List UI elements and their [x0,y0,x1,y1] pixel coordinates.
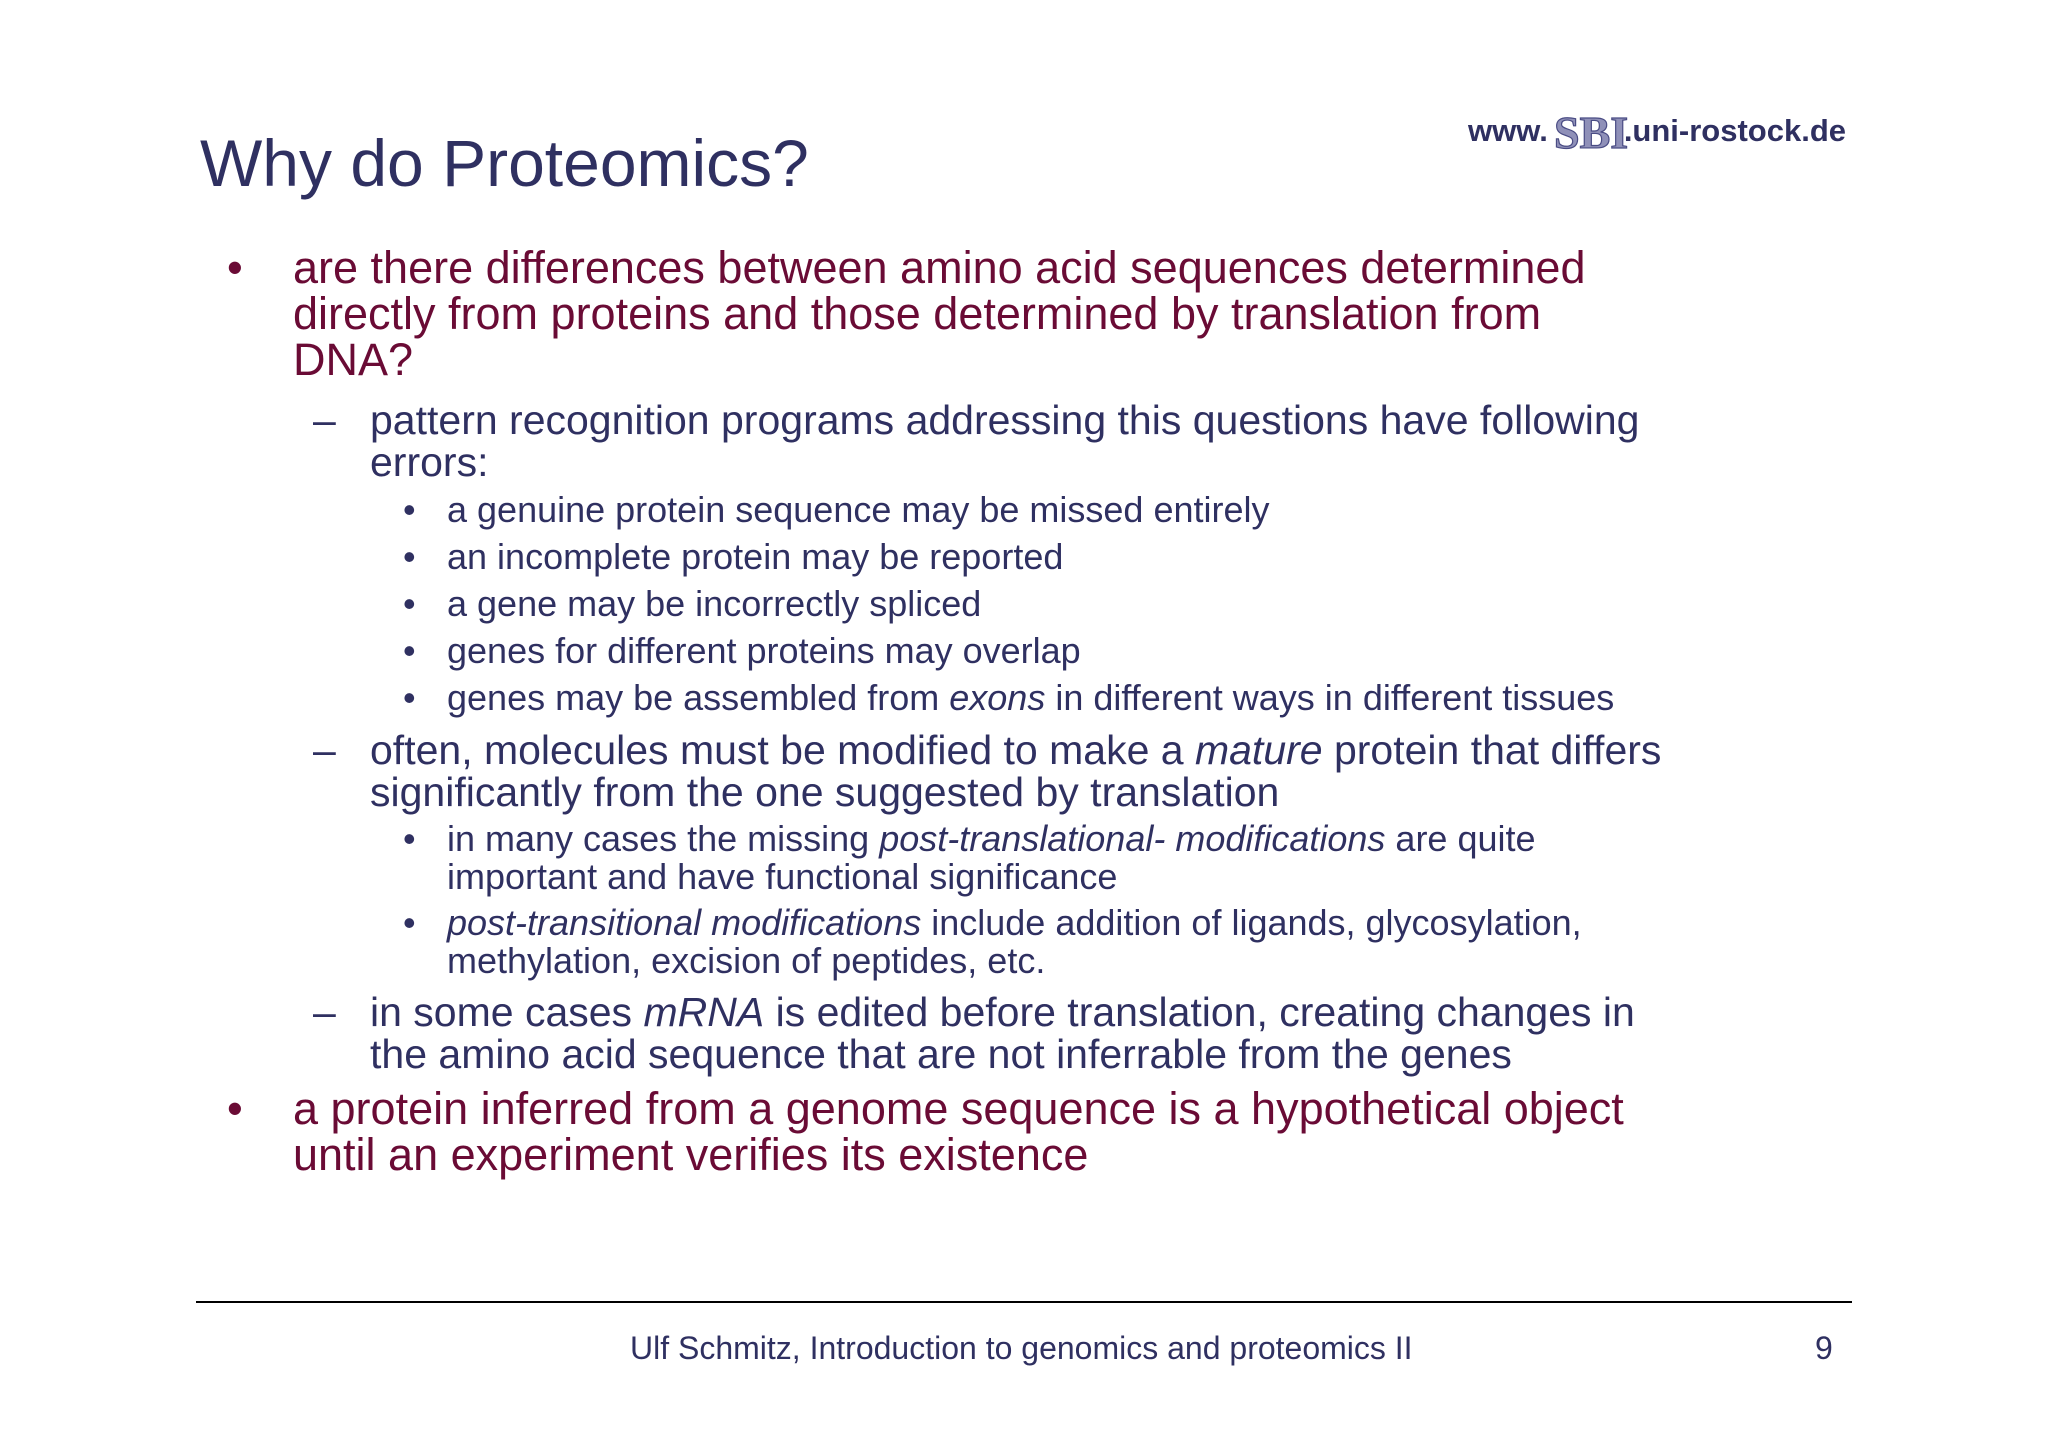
bullet-marker: • [403,630,416,671]
bullet-text: directly from proteins and those determined by translation from [293,288,1542,339]
sub-bullet-item [313,989,1635,1077]
sub-bullet-text: pattern recognition programs addressing this questions have following [370,397,1640,443]
bullet-item [227,242,1586,385]
list-item [403,677,1615,718]
bullet-marker: • [403,818,416,859]
list-item-text: genes for different proteins may overlap [447,630,1081,671]
page-number: 9 [1815,1330,1833,1366]
bullet-text: a protein inferred from a genome sequence is a hypothetical object [293,1083,1624,1134]
bullet-marker: • [403,583,416,624]
bullet-marker: • [227,242,243,293]
list-item-text: methylation, excision of peptides, etc. [447,940,1046,981]
url-prefix: www. [1468,113,1548,148]
dash-marker: – [313,397,336,443]
footer-text: Ulf Schmitz, Introduction to genomics and proteomics II [630,1330,1413,1366]
sub-bullet-text: significantly from the one suggested by translation [370,769,1280,815]
list-item-text: a gene may be incorrectly spliced [447,583,982,624]
dash-marker: – [313,727,336,773]
sub-bullet-text: errors: [370,439,489,485]
list-item-text: in many cases the missing post-translational- modifications are quite [447,818,1536,859]
bullet-marker: • [227,1083,243,1134]
header-url [1468,104,1878,158]
dash-marker: – [313,989,336,1035]
bullet-marker: • [403,536,416,577]
sub-bullet-item [313,397,1640,485]
list-item [403,536,1064,577]
sub-bullet-text: in some cases mRNA is edited before translation, creating changes in [370,989,1635,1035]
bullet-item [227,1083,1624,1180]
bullet-text: DNA? [293,334,414,385]
list-item [403,583,982,624]
list-item-text: a genuine protein sequence may be missed entirely [447,489,1270,530]
bullet-text: until an experiment verifies its existence [293,1129,1089,1180]
sub-bullet-item [313,727,1662,815]
list-item-text: post-transitional modifications include addition of ligands, glycosylation, [447,902,1582,943]
list-item-text: genes may be assembled from exons in different ways in different tissues [447,677,1615,718]
list-item [403,630,1081,671]
list-item [403,489,1270,530]
list-item [403,818,1536,897]
sbi-logo-letters: SBI [1553,107,1628,158]
list-item-text: an incomplete protein may be reported [447,536,1064,577]
sbi-logo-icon [1552,104,1628,158]
bullet-text: are there differences between amino acid sequences determined [293,242,1586,293]
page-title: Why do Proteomics? [200,126,809,200]
list-item-text: important and have functional significance [447,856,1118,897]
bullet-marker: • [403,677,416,718]
list-item [403,902,1582,981]
bullet-marker: • [403,489,416,530]
footer-divider [196,1301,1852,1303]
sub-bullet-text: the amino acid sequence that are not inferrable from the genes [370,1031,1512,1077]
url-suffix: .uni-rostock.de [1623,113,1847,148]
bullet-marker: • [403,902,416,943]
sub-bullet-text: often, molecules must be modified to make a mature protein that differs [370,727,1662,773]
